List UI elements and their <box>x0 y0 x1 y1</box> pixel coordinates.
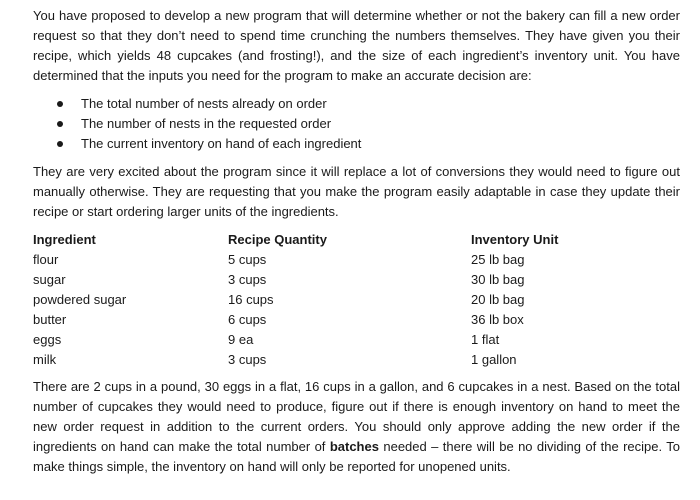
table-row <box>33 350 651 370</box>
list-item-text: The number of nests in the requested order <box>81 116 332 131</box>
table-row <box>33 310 651 330</box>
list-item-text: The current inventory on hand of each ingredient <box>81 136 362 151</box>
cell-ingredient: sugar <box>33 272 66 287</box>
cell-quantity: 5 cups <box>228 252 267 267</box>
cell-unit: 1 flat <box>471 332 500 347</box>
closing-text-start: There are 2 cups in a pound, 30 eggs in a flat, 16 cups in a gallon, and 6 cupcakes in a nest. Based on the total number of cupcakes they would need to produce, figure out if there is enough inventory on hand to meet the new order request in addition to the current orders. You should only approve adding the new order if the ingredients on hand can make the total number of <box>33 379 680 454</box>
table-row <box>33 250 651 270</box>
second-paragraph: They are very excited about the program since it will replace a lot of conversions they would need to figure out manually otherwise. They are requesting that you make the program easily adaptable in case they update their recipe or start ordering larger units of the ingredients. <box>33 164 680 219</box>
table-row <box>33 330 651 350</box>
table-header-row <box>33 230 651 250</box>
table-row <box>33 270 651 290</box>
cell-unit: 20 lb bag <box>471 292 525 307</box>
cell-ingredient: powdered sugar <box>33 292 127 307</box>
cell-quantity: 9 ea <box>228 332 254 347</box>
bullet-icon <box>57 121 63 127</box>
table-row <box>33 290 651 310</box>
required-inputs-list <box>33 94 680 154</box>
bullet-icon <box>57 101 63 107</box>
bullet-icon <box>57 141 63 147</box>
intro-paragraph: You have proposed to develop a new program that will determine whether or not the bakery can fill a new order request so that they don’t need to spend time crunching the numbers themselves. They have given you their recipe, which yields 48 cupcakes (and frosting!), and the size of each ingredient’s inventory unit. You have determined that the inputs you need for the program to make an accurate decision are: <box>33 8 680 83</box>
header-ingredient: Ingredient <box>33 232 96 247</box>
cell-ingredient: milk <box>33 352 57 367</box>
list-item <box>53 134 680 154</box>
cell-ingredient: eggs <box>33 332 62 347</box>
cell-unit: 1 gallon <box>471 352 517 367</box>
cell-unit: 36 lb box <box>471 312 524 327</box>
cell-ingredient: flour <box>33 252 59 267</box>
cell-quantity: 3 cups <box>228 352 267 367</box>
list-item-text: The total number of nests already on order <box>81 96 327 111</box>
header-inventory-unit: Inventory Unit <box>471 232 559 247</box>
cell-unit: 30 lb bag <box>471 272 525 287</box>
header-recipe-quantity: Recipe Quantity <box>228 232 327 247</box>
cell-quantity: 16 cups <box>228 292 274 307</box>
list-item <box>53 114 680 134</box>
cell-quantity: 3 cups <box>228 272 267 287</box>
closing-paragraph <box>33 377 680 477</box>
list-item <box>53 94 680 114</box>
closing-text-end: needed – there will be no dividing of the recipe. To make things simple, the inventory on hand will only be reported for unopened units. <box>33 439 681 474</box>
cell-unit: 25 lb bag <box>471 252 525 267</box>
closing-bold-term: batches <box>329 439 379 454</box>
ingredients-table <box>33 230 651 370</box>
cell-quantity: 6 cups <box>228 312 267 327</box>
cell-ingredient: butter <box>33 312 67 327</box>
